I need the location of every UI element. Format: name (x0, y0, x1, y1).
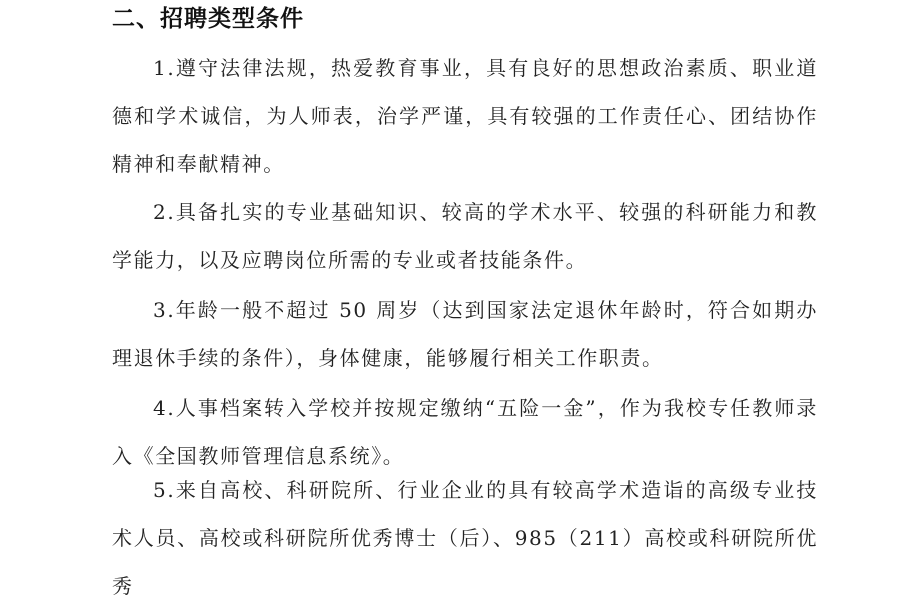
section-heading: 二、招聘类型条件 (112, 6, 304, 32)
requirement-paragraph-3: 3.年龄一般不超过 50 周岁（达到国家法定退休年龄时，符合如期办理退休手续的条件），身体健康，能够履行相关工作职责。 (112, 298, 818, 370)
requirement-paragraph-5: 5.来自高校、科研院所、行业企业的具有较高学术造诣的高级专业技术人员、高校或科研院所优秀博士（后）、985（211）高校或科研院所优秀 (112, 478, 818, 598)
requirement-paragraph-1: 1.遵守法律法规，热爱教育事业，具有良好的思想政治素质、职业道德和学术诚信，为人师表，治学严谨，具有较强的工作责任心、团结协作精神和奉献精神。 (112, 56, 818, 176)
requirement-paragraph-4: 4.人事档案转入学校并按规定缴纳“五险一金”，作为我校专任教师录入《全国教师管理信息系统》。 (112, 396, 818, 468)
requirement-paragraph-2: 2.具备扎实的专业基础知识、较高的学术水平、较强的科研能力和教学能力，以及应聘岗位所需的专业或者技能条件。 (112, 200, 818, 272)
